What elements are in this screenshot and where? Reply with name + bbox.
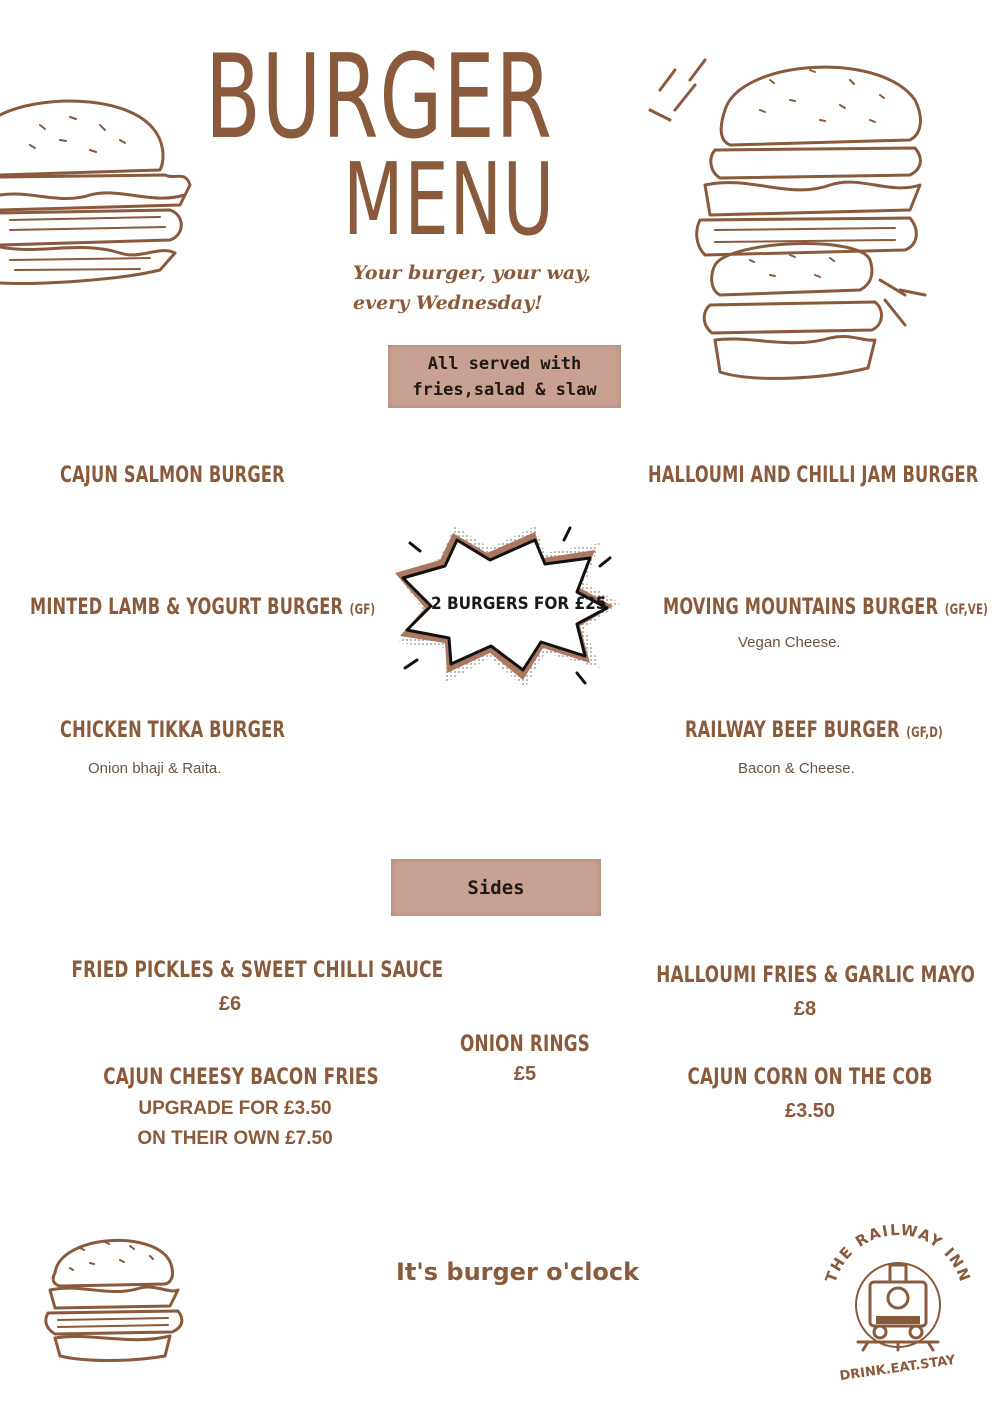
- railway-inn-logo: [818, 1220, 978, 1385]
- tagline-line2: every Wednesday!: [353, 292, 543, 314]
- burger-illustration-bottom-left: [40, 1228, 190, 1363]
- burger-name: RAILWAY BEEF BURGER: [685, 718, 900, 743]
- burger-name: CAJUN SALMON BURGER: [60, 463, 285, 488]
- side-item-fried-pickles: [40, 958, 460, 1016]
- burger-name: HALLOUMI AND CHILLI JAM BURGER: [648, 463, 979, 488]
- promo-text: 2 BURGERS FOR £25: [431, 594, 607, 614]
- burger-name: MINTED LAMB & YOGURT BURGER: [30, 595, 344, 620]
- side-item-onion-rings: [435, 1032, 615, 1086]
- svg-text:THE RAILWAY INN: [822, 1221, 975, 1285]
- side-price: £3.50: [784, 1100, 836, 1122]
- burger-item-minted-lamb: [30, 595, 375, 620]
- side-name: CAJUN CORN ON THE COB: [687, 1065, 933, 1090]
- dietary-tag: (GF,VE): [944, 602, 989, 618]
- menu-title-line1: BURGER: [205, 30, 553, 165]
- burger-illustration-top-right: [640, 50, 940, 390]
- burger-item-railway-beef: [685, 718, 943, 743]
- served-line2: fries,salad & slaw: [412, 379, 597, 400]
- logo-top-text: THE RAILWAY INN: [821, 1220, 975, 1285]
- logo-bottom-text: DRINK.EAT.STAY: [838, 1352, 957, 1385]
- side-name: HALLOUMI FRIES & GARLIC MAYO: [656, 963, 976, 988]
- sides-heading-box: Sides: [391, 859, 601, 916]
- tagline-line1: Your burger, your way,: [353, 262, 592, 284]
- side-price-upgrade: UPGRADE FOR £3.50: [138, 1098, 332, 1119]
- side-price: £8: [793, 998, 817, 1020]
- burger-desc-moving-mountains: Vegan Cheese.: [738, 634, 841, 651]
- burger-name: CHICKEN TIKKA BURGER: [60, 718, 286, 743]
- side-price-own: ON THEIR OWN £7.50: [137, 1128, 333, 1149]
- burger-desc-chicken-tikka: Onion bhaji & Raita.: [88, 760, 222, 777]
- side-price: £5: [513, 1063, 537, 1085]
- side-name: FRIED PICKLES & SWEET CHILLI SAUCE: [71, 958, 444, 983]
- burger-item-moving-mountains: [663, 595, 988, 620]
- served-line1: All served with: [427, 353, 582, 374]
- tagline: [353, 258, 653, 318]
- burger-illustration-top-left: [0, 95, 200, 295]
- burger-item-halloumi-chilli-jam: [648, 463, 978, 488]
- dietary-tag: (GF,D): [906, 725, 943, 741]
- side-item-halloumi-fries: [630, 963, 980, 1021]
- menu-title-line2: MENU: [343, 141, 555, 258]
- burger-item-chicken-tikka: [60, 718, 285, 743]
- side-name: CAJUN CHEESY BACON FRIES: [103, 1065, 379, 1090]
- burger-item-cajun-salmon: [60, 463, 285, 488]
- side-item-cajun-corn: [655, 1065, 965, 1123]
- footer-slogan: It's burger o'clock: [396, 1258, 640, 1286]
- side-name: ONION RINGS: [460, 1032, 590, 1057]
- served-with-box: [388, 345, 621, 408]
- side-item-cajun-cheesy-bacon-fries: [80, 1065, 390, 1150]
- burger-name: MOVING MOUNTAINS BURGER: [663, 595, 939, 620]
- burger-desc-railway-beef: Bacon & Cheese.: [738, 760, 855, 777]
- side-price: £6: [218, 993, 242, 1015]
- dietary-tag: (GF): [349, 602, 376, 618]
